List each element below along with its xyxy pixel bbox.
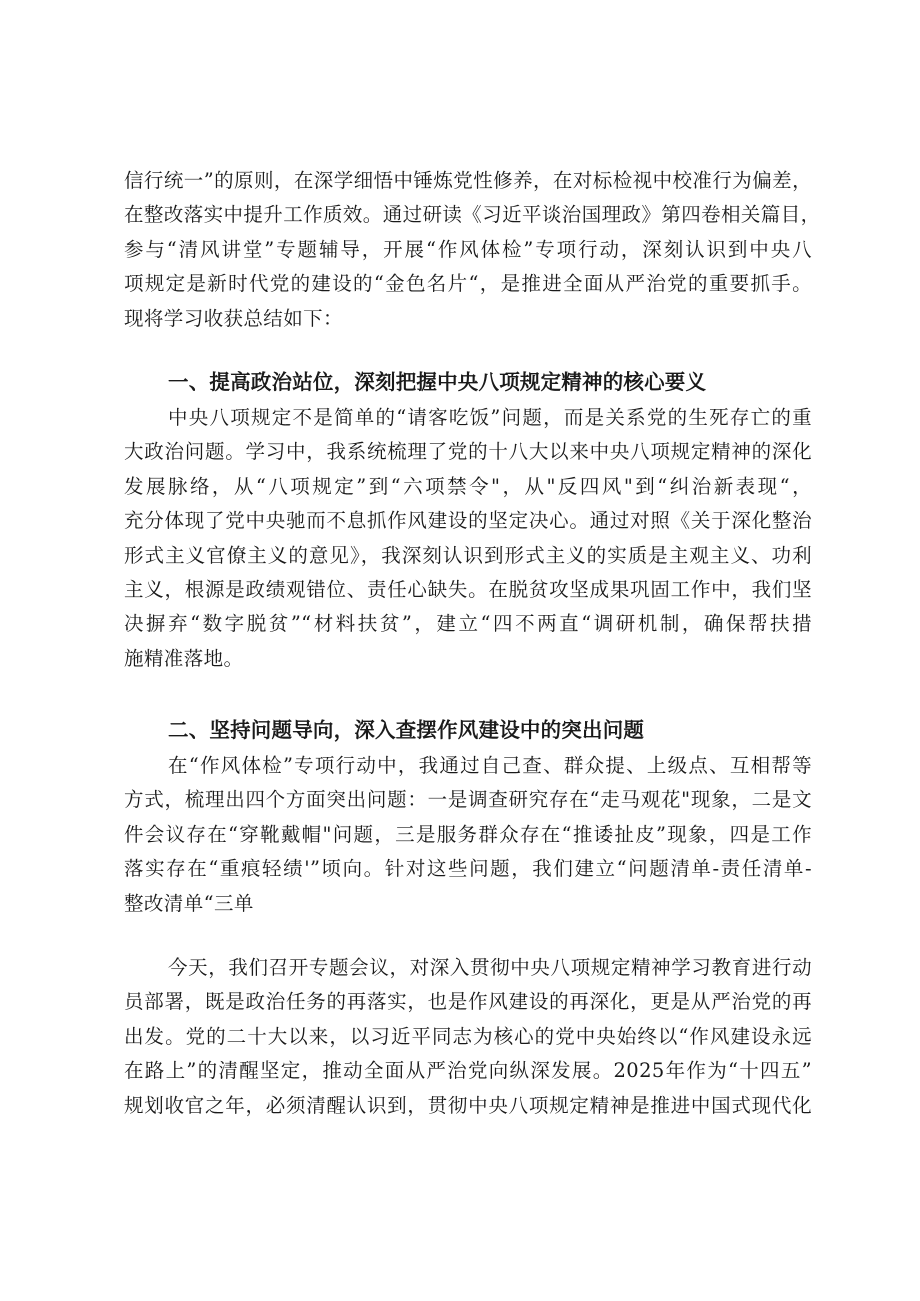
paragraph-line: 现将学习收获总结如下： — [124, 306, 343, 330]
paragraph-line: 件会议存在“穿靴戴帽"问题，三是服务群众存在“推诿扯皮”现象，四是工作 — [124, 822, 812, 846]
paragraph-line: 整改清单“三单 — [124, 891, 254, 915]
paragraph-line: 决摒弃“数字脱贫”“材料扶贫”，建立“四不两直“调研机制，确保帮扶措 — [124, 612, 812, 636]
section-heading-1: 一、提高政治站位，深刻把握中央八项规定精神的核心要义 — [168, 370, 707, 394]
paragraph-line: 中央八项规定不是简单的“请客吃饭”问题，而是关系党的生死存亡的重 — [168, 406, 812, 429]
paragraph-line: 大政治问题。学习中，我系统梳理了党的十八大以来中央八项规定精神的深化 — [124, 440, 812, 464]
paragraph-line: 在“作风体检”专项行动中，我通过自己查、群众提、上级点、互相帮等 — [168, 754, 812, 777]
paragraph-line: 参与“清风讲堂”专题辅导，开展“作风体检”专项行动，深刻认识到中央八 — [124, 237, 812, 261]
intro-paragraph — [124, 164, 821, 336]
paragraph-line: 在路上”的清醒坚定，推动全面从严治党向纵深发展。2025年作为“十四五” — [124, 1059, 812, 1083]
paragraph-line: 方式，梳理出四个方面突出问题：一是调查研究存在“走马观花"现象，二是文 — [124, 788, 812, 812]
paragraph-line: 出发。党的二十大以来，以习近平同志为核心的党中央始终以“作风建设永远 — [124, 1024, 812, 1048]
paragraph-line: 落实存在“重痕轻绩'”顷向。针对这些问题，我们建立“问题清单-责任清单- — [124, 857, 812, 881]
paragraph-line: 信行统一”的原则，在深学细悟中锤炼党性修养，在对标检视中校准行为偏差， — [124, 169, 812, 192]
paragraph-line: 今天，我们召开专题会议，对深入贯彻中央八项规定精神学习教育进行动 — [168, 956, 812, 979]
paragraph-line: 施精准落地。 — [124, 646, 244, 670]
paragraph-line: 主义，根源是政绩观错位、责任心缺失。在脱贫攻坚成果巩固工作中，我们坚 — [124, 578, 812, 602]
section-1-paragraph — [124, 401, 812, 676]
paragraph-line: 形式主义官僚主义的意见》，我深刻认识到形式主义的实质是主观主义、功利 — [124, 543, 812, 567]
paragraph-line: 员部署，既是政治任务的再落实，也是作风建设的再深化，更是从严治党的再 — [124, 990, 812, 1014]
paragraph-line: 发展脉络，从“八项规定”到“六项禁令"，从"反四风"到“纠治新表现“， — [124, 474, 812, 498]
section-heading-2: 二、坚持问题导向，深入查摆作风建设中的突出问题 — [168, 718, 645, 742]
paragraph-line: 在整改落实中提升工作质效。通过研读《习近平谈治国理政》第四卷相关篇目， — [124, 203, 821, 227]
section-2-paragraph — [124, 749, 812, 921]
paragraph-line: 规划收官之年，必须清醒认识到，贯彻中央八项规定精神是推进中国式现代化 — [124, 1093, 812, 1117]
paragraph-line: 充分体现了党中央驰而不息抓作风建设的坚定决心。通过对照《关于深化整治 — [124, 509, 812, 533]
section-3-paragraph — [124, 951, 812, 1123]
paragraph-line: 项规定是新时代党的建设的“金色名片“，是推进全面从严治党的重要抓手。 — [124, 272, 812, 296]
